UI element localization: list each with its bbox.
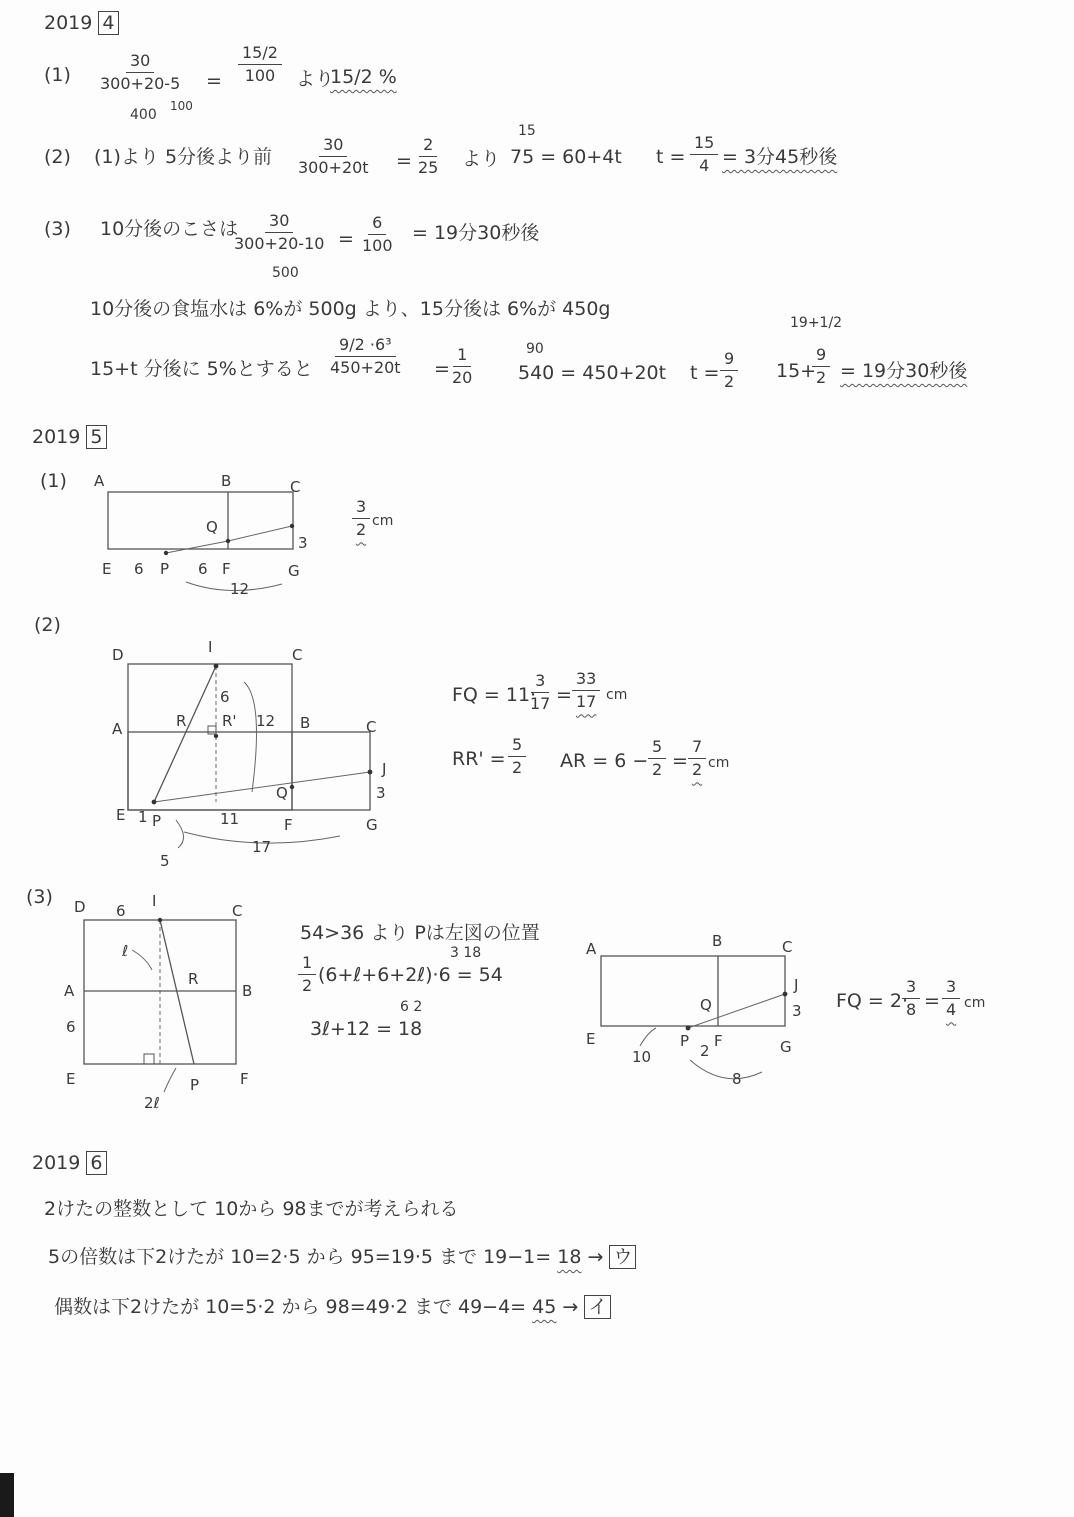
fraction-denominator: 17 <box>530 694 551 714</box>
point-p: P <box>190 1076 200 1094</box>
length-6: 6 <box>220 688 230 706</box>
section-6-line-2-text: 5の倍数は下2けたが 10=2·5 から 95=19·5 まで 19−1= <box>48 1246 552 1268</box>
fraction-denominator: 2 <box>356 520 367 540</box>
problem-4-2-equation: 75 = 60+4t <box>510 146 622 168</box>
point-r: R <box>176 712 187 730</box>
point-e: E <box>102 560 112 578</box>
fraction-numerator: 3 <box>942 978 960 999</box>
point-j: J <box>794 976 799 994</box>
section-6-line-1: 2けたの整数として 10から 98までが考えられる <box>44 1198 459 1220</box>
fq-unit-3: cm <box>964 995 986 1011</box>
fraction-denominator: 4 <box>699 156 710 176</box>
problem-4-3-line-2: 10分後の食塩水は 6%が 500g より、15分後は 6%が 450g <box>90 298 611 320</box>
problem-4-3-line-3: 15+t 分後に 5%とすると <box>90 358 313 380</box>
section-4-year: 2019 <box>44 12 93 34</box>
point-q: Q <box>206 518 218 536</box>
problem-4-2-answer: = 3分45秒後 <box>722 146 838 168</box>
problem-4-2-text: (1)より 5分後より前 <box>94 146 273 168</box>
point-d: D <box>74 898 86 916</box>
point-f: F <box>284 816 293 834</box>
problem-4-1-sub: 400 <box>130 107 157 123</box>
point-e: E <box>66 1070 76 1088</box>
fraction-denominator: 2 <box>724 372 735 392</box>
problem-4-2-label: (2) <box>44 146 71 168</box>
point-b: B <box>300 714 311 732</box>
problem-4-1-yori: より <box>296 68 335 90</box>
problem-4-3-sub: 500 <box>272 265 299 281</box>
length-3: 3 <box>298 534 308 552</box>
problem-5-3-over: 3 18 <box>450 945 482 961</box>
section-6-line-3-box: イ <box>584 1295 611 1319</box>
problem-5-3-line-1: 54>36 より Pは左図の位置 <box>300 922 540 944</box>
ar-unit: cm <box>708 755 730 771</box>
length-8: 8 <box>732 1070 742 1088</box>
fraction-denominator: 300+20-10 <box>234 234 325 254</box>
fq-text-3: FQ = 2· <box>836 990 909 1012</box>
length-3: 3 <box>376 784 386 802</box>
fraction-numerator: 9 <box>812 346 830 367</box>
fraction-numerator: 1 <box>453 346 471 367</box>
length-6-a: 6 <box>134 560 144 578</box>
problem-4-1-equals: = <box>206 70 222 92</box>
problem-5-3-over-2: 6 2 <box>400 999 423 1015</box>
problem-4-2-over: 15 <box>518 123 536 139</box>
fraction-denominator: 2 <box>652 760 663 780</box>
length-5: 5 <box>160 852 170 870</box>
point-c: C <box>232 902 243 920</box>
point-q: Q <box>700 996 712 1014</box>
fraction-numerator: 30 <box>126 52 154 73</box>
fq-equals: = <box>556 684 572 706</box>
point-g: G <box>288 562 300 580</box>
fq-text: FQ = 11· <box>452 684 537 706</box>
length-11: 11 <box>220 810 240 828</box>
point-r-prime: R' <box>222 712 237 730</box>
point-e: E <box>116 806 126 824</box>
problem-5-2-label: (2) <box>34 614 61 636</box>
fraction-denominator: 8 <box>906 1000 917 1020</box>
section-6-line-2 <box>48 1248 636 1267</box>
point-i: I <box>152 892 157 910</box>
fraction-numerator: 30 <box>265 212 293 233</box>
section-6-line-3-text: 偶数は下2けたが 10=5·2 から 98=49·2 まで 49−4= <box>54 1296 527 1318</box>
fraction-numerator: 15 <box>690 134 718 155</box>
problem-4-3-equation: 540 = 450+20t <box>518 362 667 384</box>
problem-4-2-yori: より <box>462 148 501 170</box>
section-6-line-3 <box>54 1298 611 1317</box>
fraction-denominator: 2 <box>512 758 523 778</box>
ar-text: AR = 6 − <box>560 750 649 772</box>
section-4-number: 4 <box>98 11 118 35</box>
problem-4-3-t-eq: t = <box>690 362 720 384</box>
length-3: 3 <box>792 1002 802 1020</box>
point-f: F <box>222 560 231 578</box>
problem-4-2-equals: = <box>396 150 412 172</box>
problem-5-3-line-3: 3ℓ+12 = 18 <box>310 1018 423 1040</box>
fq-answer-3 <box>942 978 960 1020</box>
length-12: 12 <box>230 580 250 598</box>
fraction-denominator: 25 <box>418 158 439 178</box>
problem-4-3-over-90: 90 <box>526 341 544 357</box>
point-g-2: G <box>780 1038 792 1056</box>
fraction-denominator: 2 <box>816 368 827 388</box>
fraction-denominator: 17 <box>576 692 597 712</box>
point-d: D <box>112 646 124 664</box>
section-6-line-3-answer: 45 <box>532 1296 557 1318</box>
fraction-numerator: 5 <box>648 738 666 759</box>
arrow-icon: → <box>587 1246 610 1268</box>
problem-4-3-text: 10分後のこさは <box>100 218 239 240</box>
point-j: J <box>382 760 387 778</box>
point-a: A <box>112 720 123 738</box>
two-ell-label: 2ℓ <box>144 1094 160 1112</box>
fraction-numerator: 6 <box>368 214 386 235</box>
problem-4-3-answer-prefix: 15+ <box>776 360 817 382</box>
ell-label: ℓ <box>122 942 129 960</box>
problem-4-3-equals: = <box>338 228 354 250</box>
section-6-line-2-answer: 18 <box>557 1246 582 1268</box>
fraction-denominator: 300+20-5 <box>100 74 181 94</box>
point-f: F <box>240 1070 249 1088</box>
problem-4-3-equals-3: = <box>434 358 450 380</box>
problem-5-1-unit: cm <box>372 513 394 529</box>
point-f-2: F <box>714 1032 723 1050</box>
scan-edge-shadow <box>0 1473 14 1517</box>
point-q: Q <box>276 784 288 802</box>
fraction-numerator: 9 <box>720 350 738 371</box>
point-a: A <box>64 982 75 1000</box>
problem-4-3-over-answer: 19+1/2 <box>790 315 843 331</box>
length-10: 10 <box>632 1048 652 1066</box>
length-6-side: 6 <box>66 1018 76 1036</box>
point-r: R <box>188 970 199 988</box>
fraction-denominator: 300+20t <box>298 158 369 178</box>
arrow-icon: → <box>562 1296 585 1318</box>
point-g: G <box>366 816 378 834</box>
fraction-numerator: 7 <box>688 738 706 759</box>
point-a-2: A <box>586 940 597 958</box>
fraction-numerator: 30 <box>319 136 347 157</box>
fq-equals-3: = <box>924 990 940 1012</box>
fraction-denominator: 4 <box>946 1000 957 1020</box>
fq-fraction-3 <box>902 978 920 1020</box>
fraction-numerator: 1 <box>298 954 316 975</box>
length-6-top: 6 <box>116 902 126 920</box>
fraction-numerator: 9/2 ·6³ <box>335 336 396 357</box>
point-p: P <box>152 812 162 830</box>
section-6-number: 6 <box>86 1151 106 1175</box>
problem-4-3-answer: = 19分30秒後 <box>840 360 968 382</box>
fraction-denominator: 2 <box>692 760 703 780</box>
problem-4-2-t-eq: t = <box>656 146 686 168</box>
length-2: 2 <box>700 1042 710 1060</box>
problem-4-1-answer: 15/2 % <box>330 66 397 88</box>
section-6-year: 2019 <box>32 1152 81 1174</box>
fraction-denominator: 100 <box>244 66 276 86</box>
point-b-2: B <box>712 932 723 950</box>
point-e-2: E <box>586 1030 596 1048</box>
length-17: 17 <box>252 838 272 856</box>
fraction-denominator: 2 <box>302 976 313 996</box>
point-a: A <box>94 472 105 490</box>
length-1: 1 <box>138 808 148 826</box>
point-c-right: C <box>366 718 377 736</box>
problem-4-3-answer: = 19分30秒後 <box>412 222 540 244</box>
problem-4-1-sub2: 100 <box>170 99 193 113</box>
point-i: I <box>208 638 213 656</box>
point-p: P <box>160 560 170 578</box>
point-b: B <box>242 982 253 1000</box>
fraction-numerator: 3 <box>531 672 549 693</box>
fraction-numerator: 5 <box>508 736 526 757</box>
problem-5-3-line-2: (6+ℓ+6+2ℓ)·6 = 54 <box>318 964 503 986</box>
fraction-denominator: 450+20t <box>330 358 401 378</box>
ar-equals: = <box>672 750 688 772</box>
fraction-numerator: 33 <box>572 670 600 691</box>
fraction-numerator: 2 <box>419 136 437 157</box>
fraction-denominator: 100 <box>362 236 393 256</box>
fraction-numerator: 3 <box>902 978 920 999</box>
fraction-numerator: 15/2 <box>238 44 282 65</box>
fq-unit: cm <box>606 687 628 703</box>
point-b: B <box>221 472 232 490</box>
section-5-year: 2019 <box>32 426 81 448</box>
section-6-header <box>32 1154 107 1173</box>
point-c: C <box>290 478 301 496</box>
problem-5-3-label: (3) <box>26 886 53 908</box>
point-c-2: C <box>782 938 793 956</box>
section-6-line-2-box: ウ <box>609 1245 636 1269</box>
rr-text: RR' = <box>452 748 506 770</box>
length-12: 12 <box>256 712 276 730</box>
point-c-top: C <box>292 646 303 664</box>
section-5-number: 5 <box>86 425 106 449</box>
problem-5-3-half <box>298 954 316 996</box>
fraction-denominator: 20 <box>452 368 473 388</box>
problem-4-3-label: (3) <box>44 218 71 240</box>
point-p-2: P <box>680 1032 690 1050</box>
length-6-b: 6 <box>198 560 208 578</box>
problem-4-1-label: (1) <box>44 64 71 86</box>
fraction-numerator: 3 <box>352 498 370 519</box>
problem-5-1-label: (1) <box>40 470 67 492</box>
